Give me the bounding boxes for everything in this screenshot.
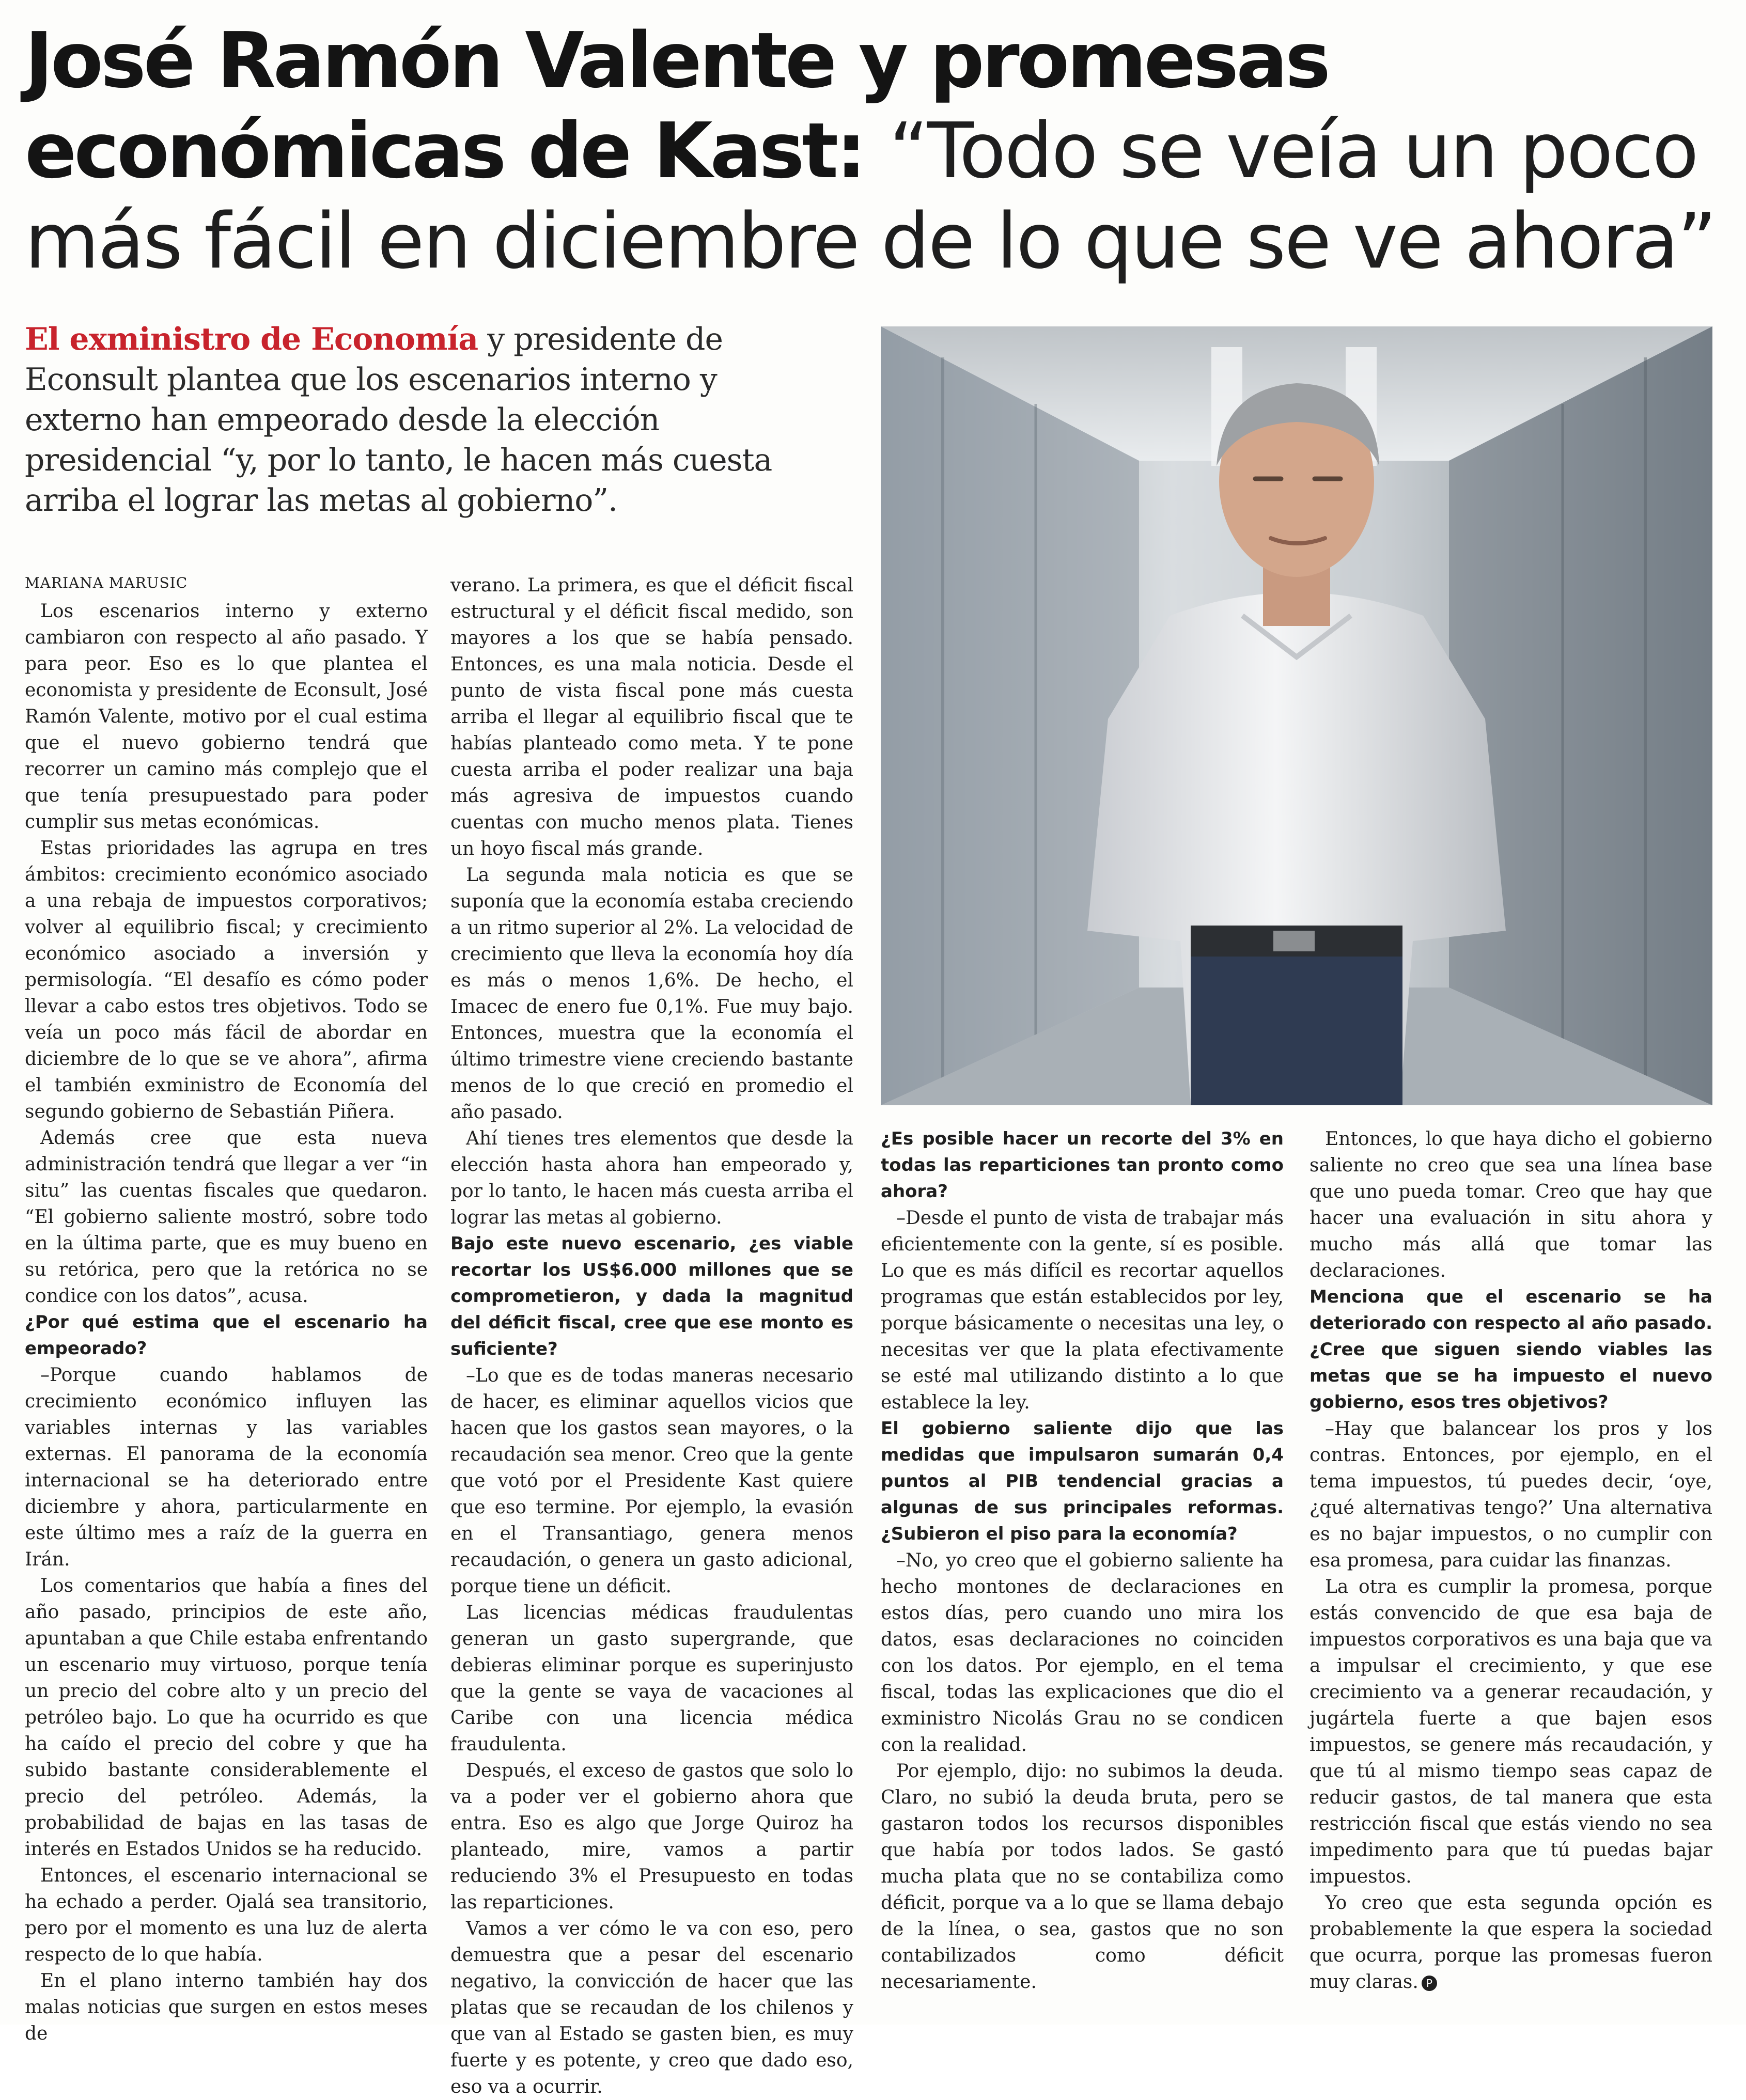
article-column-4 xyxy=(1310,1126,1712,1995)
portrait-photo xyxy=(881,326,1712,1105)
paragraph: Los comentarios que había a fines del año pasado, principios de este año, apuntaban a que Chile estaba enfrentando un escenario muy virtuoso, porque tenía un precio del cobre alto y un precio del petróleo bajo. Lo que ha ocurrido es que ha caído el precio del cobre y que ha subido bastante considerablemente el precio del petróleo. Además, la probabilidad de bajas en las tasas de interés en Estados Unidos se ha reducido. xyxy=(25,1575,428,1860)
paragraph: –Desde el punto de vista de trabajar más eficientemente con la gente, sí es posible. Lo que es más difícil es recortar aquellos programas que están establecidos por ley, porque básicamente o necesitas una ley, o necesitas ver que la plata efectivamente se esté mal utilizando distinto a lo que establece la ley. xyxy=(881,1208,1284,1413)
paragraph: Los escenarios interno y externo cambiaron con respecto al año pasado. Y para peor. Eso es lo que plantea el economista y presidente de Econsult, José Ramón Valente, motivo por el cual estima que el nuevo gobierno tendrá que recorrer un camino más complejo que el que tenía presupuestado para poder cumplir sus metas económicas. xyxy=(25,601,428,833)
paragraph: Por ejemplo, dijo: no subimos la deuda. Claro, no subió la deuda bruta, pero se gastaron todos los recursos disponibles que había por todos lados. Se gastó mucha plata que no se contabiliza como déficit, porque va a lo que se llama debajo de la línea, o sea, gastos que no son contabilizados como déficit necesariamente. xyxy=(881,1761,1284,1993)
headline xyxy=(25,15,1729,287)
end-mark-icon: P xyxy=(1422,1976,1437,1991)
headline-quote: “Todo se veía un poco más fácil en diciembre de lo que se ve ahora” xyxy=(25,106,1716,286)
lead-text: y presidente de Econsult plantea que los escenarios interno y externo han empeorado desde la elección presidencial “y, por lo tanto, le hacen más cuesta arriba el lograr las metas al gobierno”. xyxy=(25,321,772,519)
paragraph: –Lo que es de todas maneras necesario de hacer, es eliminar aquellos vicios que hacen que los gastos sean mayores, o la recaudación sea menor. Creo que la gente que votó por el Presidente Kast quiere que eso termine. Por ejemplo, la evasión en el Transantiago, genera menos recaudación, o genera un gasto adicional, porque tiene un déficit. xyxy=(450,1365,853,1597)
interview-question: El gobierno saliente dijo que las medidas que impulsaron sumarán 0,4 puntos al PIB tendencial gracias a algunas de sus principales reformas. ¿Subieron el piso para la economía? xyxy=(881,1418,1284,1544)
paragraph: Estas prioridades las agrupa en tres ámbitos: crecimiento económico asociado a una rebaja de impuestos corporativos; volver al equilibrio fiscal; y crecimiento económico asociado a inversión y permisología. “El desafío es cómo poder llevar a cabo estos tres objetivos. Todo se veía un poco más fácil de abordar en diciembre de lo que se ve ahora”, afirma el también exministro de Economía del segundo gobierno de Sebastián Piñera. xyxy=(25,838,428,1122)
paragraph: Las licencias médicas fraudulentas generan un gasto supergrande, que debieras eliminar porque es superinjusto que la gente se vaya de vacaciones al Caribe con una licencia médica fraudulenta. xyxy=(450,1602,853,1755)
portrait-illustration xyxy=(881,326,1712,1105)
paragraph: Entonces, lo que haya dicho el gobierno saliente no creo que sea una línea base que uno pueda tomar. Creo que hay que hacer una evaluación in situ ahora y mucho más allá que tomar las declaraciones. xyxy=(1310,1129,1712,1281)
interview-question: ¿Por qué estima que el escenario ha empeorado? xyxy=(25,1312,428,1359)
paragraph: verano. La primera, es que el déficit fiscal estructural y el déficit fiscal medido, son mayores a los que se había pensado. Entonces, es una mala noticia. Desde el punto de vista fiscal pone más cuesta arriba el llegar al equilibrio fiscal que te habías planteado como meta. Y te pone cuesta arriba el poder realizar una baja más agresiva de impuestos cuando cuentas con mucho menos plata. Tienes un hoyo fiscal más grande. xyxy=(450,575,853,859)
article-column-1 xyxy=(25,598,428,2047)
final-paragraph xyxy=(1310,1890,1712,1995)
paragraph: Ahí tienes tres elementos que desde la elección hasta ahora han empeorado y, por lo tanto, le hacen más cuesta arriba el lograr las metas al gobierno. xyxy=(450,1128,853,1228)
headline-bold: José Ramón Valente y promesas económicas de Kast: xyxy=(25,16,1329,195)
paragraph: La otra es cumplir la promesa, porque estás convencido de que esa baja de impuestos corporativos es una baja que va a impulsar el crecimiento, y que ese crecimiento va a generar recaudación, y jugártela fuerte a que bajen esos impuestos, se genere más recaudación, y que tú al mismo tiempo seas capaz de reducir gastos, de tal manera que esta restricción fiscal que estás viendo no sea impedimento para que tú puedas bajar impuestos. xyxy=(1310,1576,1712,1887)
paragraph-text: Yo creo que esta segunda opción es probablemente la que espera la sociedad que ocurra, porque las promesas fueron muy claras. xyxy=(1310,1892,1712,1993)
byline: MARIANA MARUSIC xyxy=(25,574,188,591)
paragraph: –Hay que balancear los pros y los contras. Entonces, por ejemplo, en el tema impuestos, tú puedes decir, ‘oye, ¿qué alternativas tengo?’ Una alternativa es no bajar impuestos, o no cumplir con esa promesa, para cuidar las finanzas. xyxy=(1310,1418,1712,1571)
interview-question: Bajo este nuevo escenario, ¿es viable recortar los US$6.000 millones que se comprometieron, y dada la magnitud del déficit fiscal, cree que ese monto es suficiente? xyxy=(450,1233,853,1359)
paragraph: –Porque cuando hablamos de crecimiento económico influyen las variables internas y las variables externas. El panorama de la economía internacional se ha deteriorado entre diciembre y ahora, particularmente en este último mes a raíz de la guerra en Irán. xyxy=(25,1365,428,1570)
paragraph: Entonces, el escenario internacional se ha echado a perder. Ojalá sea transitorio, pero por el momento es una luz de alerta respecto de lo que había. xyxy=(25,1865,428,1965)
paragraph: La segunda mala noticia es que se suponía que la economía estaba creciendo a un ritmo superior al 2%. La velocidad de crecimiento que lleva la economía hoy día es más o menos 1,6%. De hecho, el Imacec de enero fue 0,1%. Fue muy bajo. Entonces, muestra que la economía el último trimestre viene creciendo bastante menos de lo que creció en promedio el año pasado. xyxy=(450,865,853,1123)
lead-highlight: El exministro de Economía xyxy=(25,321,478,357)
interview-question: ¿Es posible hacer un recorte del 3% en todas las reparticiones tan pronto como ahora? xyxy=(881,1129,1284,1202)
paragraph: En el plano interno también hay dos malas noticias que surgen en estos meses de xyxy=(25,1970,428,2044)
paragraph: Vamos a ver cómo le va con eso, pero demuestra que a pesar del escenario negativo, la convicción de hacer que las platas que se recaudan de los chilenos y que van al Estado se gasten bien, es muy fuerte y es potente, y creo que dado eso, eso va a ocurrir. xyxy=(450,1918,853,2097)
paragraph: Después, el exceso de gastos que solo lo va a poder ver el gobierno ahora que entra. Eso es algo que Jorge Quiroz ha planteado, mire, vamos a partir reduciendo 3% el Presupuesto en todas las reparticiones. xyxy=(450,1760,853,1913)
paragraph: Además cree que esta nueva administración tendrá que llegar a ver “in situ” las cuentas fiscales que quedaron. “El gobierno saliente mostró, sobre todo en la última parte, que es muy bueno en su retórica, pero que la retórica no se condice con los datos”, acusa. xyxy=(25,1127,428,1307)
interview-question: Menciona que el escenario se ha deteriorado con respecto al año pasado. ¿Cree que siguen siendo viables las metas que se ha impuesto el nuevo gobierno, esos tres objetivos? xyxy=(1310,1287,1712,1413)
paragraph: –No, yo creo que el gobierno saliente ha hecho montones de declaraciones en estos días, pero cuando uno mira los datos, esas declaraciones no coinciden con los datos. Por ejemplo, en el tema fiscal, todas las explicaciones que dio el exministro Nicolás Grau no se condicen con la realidad. xyxy=(881,1550,1284,1756)
article-column-2 xyxy=(450,572,853,2100)
article-column-3 xyxy=(881,1126,1284,1995)
lead-paragraph xyxy=(25,319,841,521)
